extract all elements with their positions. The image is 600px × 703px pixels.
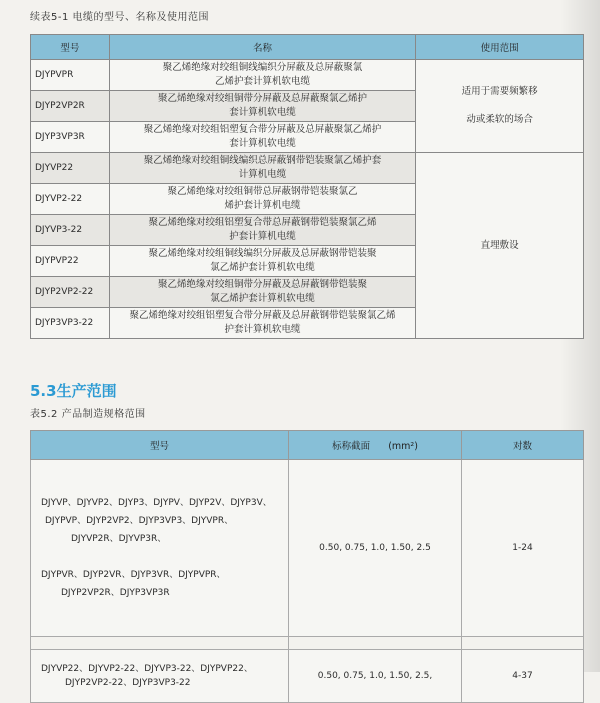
name-cell (109, 246, 415, 277)
name-cell (109, 60, 415, 91)
name-cell (109, 215, 415, 246)
table1-caption: 续表5-1 电缆的型号、名称及使用范围 (30, 12, 210, 23)
models-cell (31, 650, 289, 703)
model-cell: DJYVP22 (31, 153, 110, 184)
name-line: 聚乙烯绝缘对绞组铜带分屏蔽及总屏蔽钢带铠装聚 (158, 279, 368, 290)
header-section-label: 标称截面 (332, 441, 371, 452)
name-line: 聚乙烯绝缘对绞组铜带总屏蔽钢带铠装聚氯乙 (167, 186, 358, 197)
models-line: DJYPVR、DJYP2VR、DJYP3VR、DJYPVPR、 (41, 570, 226, 580)
name-line: 聚乙烯绝缘对绞组铝塑复合带总屏蔽钢带铠装聚氯乙烯 (148, 217, 377, 228)
model-cell: DJYP2VP2R (31, 91, 110, 122)
models-line: DJYVP2R、DJYVP3R、 (71, 534, 167, 544)
pairs-cell: 4-37 (462, 650, 584, 703)
name-line: 套计算机软电缆 (229, 107, 296, 118)
name-cell (109, 122, 415, 153)
usage-cell-buried: 直埋敷设 (416, 153, 584, 339)
name-line: 氯乙烯护套计算机软电缆 (210, 262, 315, 273)
model-cell: DJYP3VP3R (31, 122, 110, 153)
models-line: DJYPVP、DJYP2VP2、DJYP3VP3、DJYVPR、 (45, 516, 234, 526)
header-usage: 使用范围 (416, 35, 584, 60)
name-line: 护套计算机电缆 (229, 231, 296, 242)
name-line: 聚乙烯绝缘对绞组铜带分屏蔽及总屏蔽聚氯乙烯护 (158, 93, 368, 104)
spec-range-table (30, 430, 584, 703)
pairs-cell: 1-24 (462, 460, 584, 637)
header-name: 名称 (109, 35, 415, 60)
name-cell (109, 91, 415, 122)
name-line: 套计算机软电缆 (229, 138, 296, 149)
table2-caption: 表5.2 产品制造规格范围 (30, 409, 146, 420)
header-model: 型号 (31, 35, 110, 60)
header-section-unit: (mm²) (388, 441, 418, 452)
model-cell: DJYPVP22 (31, 246, 110, 277)
model-cell: DJYVP3-22 (31, 215, 110, 246)
name-line: 聚乙烯绝缘对绞组铝塑复合带分屏蔽及总屏蔽钢带铠装聚氯乙烯 (129, 310, 396, 321)
section-title: 5.3生产范围 (30, 382, 117, 400)
table-row (31, 650, 584, 703)
name-cell (109, 277, 415, 308)
model-cell: DJYP3VP3-22 (31, 308, 110, 339)
name-line: 护套计算机软电缆 (224, 324, 301, 335)
name-line: 聚乙烯绝缘对绞组铜线编织分屏蔽及总屏蔽钢带铠装聚 (148, 248, 377, 259)
name-line: 聚乙烯绝缘对绞组铜线编织分屏蔽及总屏蔽聚氯 (162, 62, 363, 73)
usage-line: 适用于需要频繁移 (461, 86, 538, 97)
sections-cell: 0.50, 0.75, 1.0, 1.50, 2.5 (289, 460, 462, 637)
name-line: 烯护套计算机电缆 (224, 200, 301, 211)
model-cell: DJYPVPR (31, 60, 110, 91)
sections-cell: 0.50, 0.75, 1.0, 1.50, 2.5, (289, 650, 462, 703)
name-line: 聚乙烯绝缘对绞组铜线编织总屏蔽钢带铠装聚氯乙烯护套 (143, 155, 382, 166)
usage-cell-flexible (416, 60, 584, 153)
name-cell (109, 308, 415, 339)
usage-line: 动或柔软的场合 (466, 114, 533, 125)
models-line: DJYVP、DJYVP2、DJYP3、DJYPV、DJYP2V、DJYP3V、 (41, 498, 272, 508)
table-row (31, 153, 584, 184)
cable-model-table (30, 34, 584, 339)
header-model: 型号 (31, 431, 289, 460)
name-line: 乙烯护套计算机软电缆 (215, 76, 311, 87)
table-row (31, 60, 584, 91)
name-cell (109, 153, 415, 184)
name-line: 计算机电缆 (238, 169, 287, 180)
name-cell (109, 184, 415, 215)
models-cell (31, 460, 289, 637)
header-section (289, 431, 462, 460)
name-line: 氯乙烯护套计算机软电缆 (210, 293, 315, 304)
model-cell: DJYP2VP2-22 (31, 277, 110, 308)
model-cell: DJYVP2-22 (31, 184, 110, 215)
name-line: 聚乙烯绝缘对绞组铝塑复合带分屏蔽及总屏蔽聚氯乙烯护 (143, 124, 382, 135)
models-line: DJYP2VP2R、DJYP3VP3R (61, 588, 170, 598)
header-pairs: 对数 (462, 431, 584, 460)
table-row (31, 460, 584, 637)
models-line: DJYP2VP2-22、DJYP3VP3-22 (65, 678, 191, 688)
models-line: DJYVP22、DJYVP2-22、DJYVP3-22、DJYPVP22、 (41, 664, 253, 674)
